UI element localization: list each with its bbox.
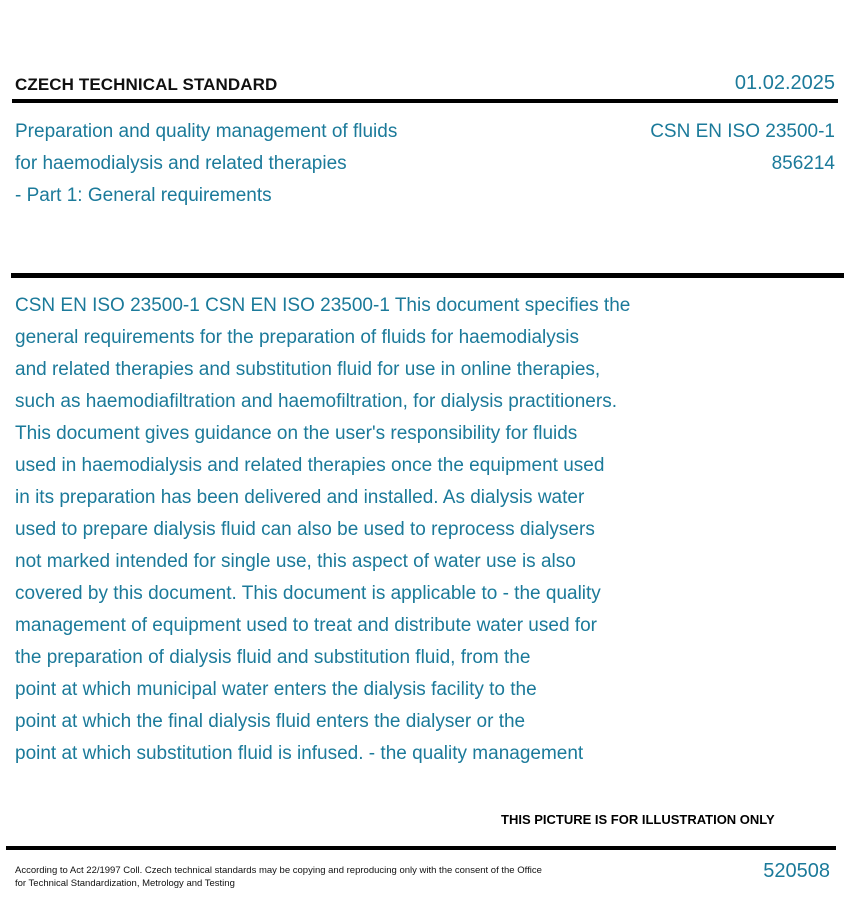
publication-date: 01.02.2025 [734,72,835,94]
illustration-disclaimer: THIS PICTURE IS FOR ILLUSTRATION ONLY [501,812,775,827]
abstract-line: point at which substitution fluid is infused. - the quality management [15,743,584,764]
title-divider [11,273,844,278]
standard-codes [650,116,835,180]
abstract-line: point at which the final dialysis fluid enters the dialyser or the [15,711,526,732]
legal-notice [15,864,595,890]
abstract-line: and related therapies and substitution fluid for use in online therapies, [15,359,601,380]
standard-type-heading: CZECH TECHNICAL STANDARD [15,75,278,94]
abstract-line: management of equipment used to treat and distribute water used for [15,615,597,636]
abstract-line: the preparation of dialysis fluid and substitution fluid, from the [15,647,531,668]
title-line: Preparation and quality management of fluids [15,121,398,142]
abstract-line: not marked intended for single use, this aspect of water use is also [15,551,576,572]
title-line: - Part 1: General requirements [15,185,272,206]
abstract-line: general requirements for the preparation of fluids for haemodialysis [15,327,579,348]
abstract-line: such as haemodiafiltration and haemofiltration, for dialysis practitioners. [15,391,617,412]
footer-divider [6,846,836,850]
abstract-line: covered by this document. This document is applicable to - the quality [15,583,601,604]
abstract-line: point at which municipal water enters the dialysis facility to the [15,679,537,700]
standard-title [15,116,397,212]
abstract-line: used in haemodialysis and related therapies once the equipment used [15,455,605,476]
abstract-line: in its preparation has been delivered and installed. As dialysis water [15,487,585,508]
abstract-line: used to prepare dialysis fluid can also be used to reprocess dialysers [15,519,595,540]
abstract-text [15,290,755,770]
legal-line: for Technical Standardization, Metrology and Testing [15,878,235,889]
legal-line: According to Act 22/1997 Coll. Czech technical standards may be copying and reproducing only with the consent of the Office [15,865,542,876]
standard-designation: CSN EN ISO 23500-1 [650,121,835,142]
catalog-number: 520508 [763,860,830,882]
classification-number: 856214 [771,153,835,174]
header-divider [12,99,838,103]
title-line: for haemodialysis and related therapies [15,153,347,174]
abstract-line: CSN EN ISO 23500-1 CSN EN ISO 23500-1 This document specifies the [15,295,631,316]
abstract-line: This document gives guidance on the user's responsibility for fluids [15,423,578,444]
